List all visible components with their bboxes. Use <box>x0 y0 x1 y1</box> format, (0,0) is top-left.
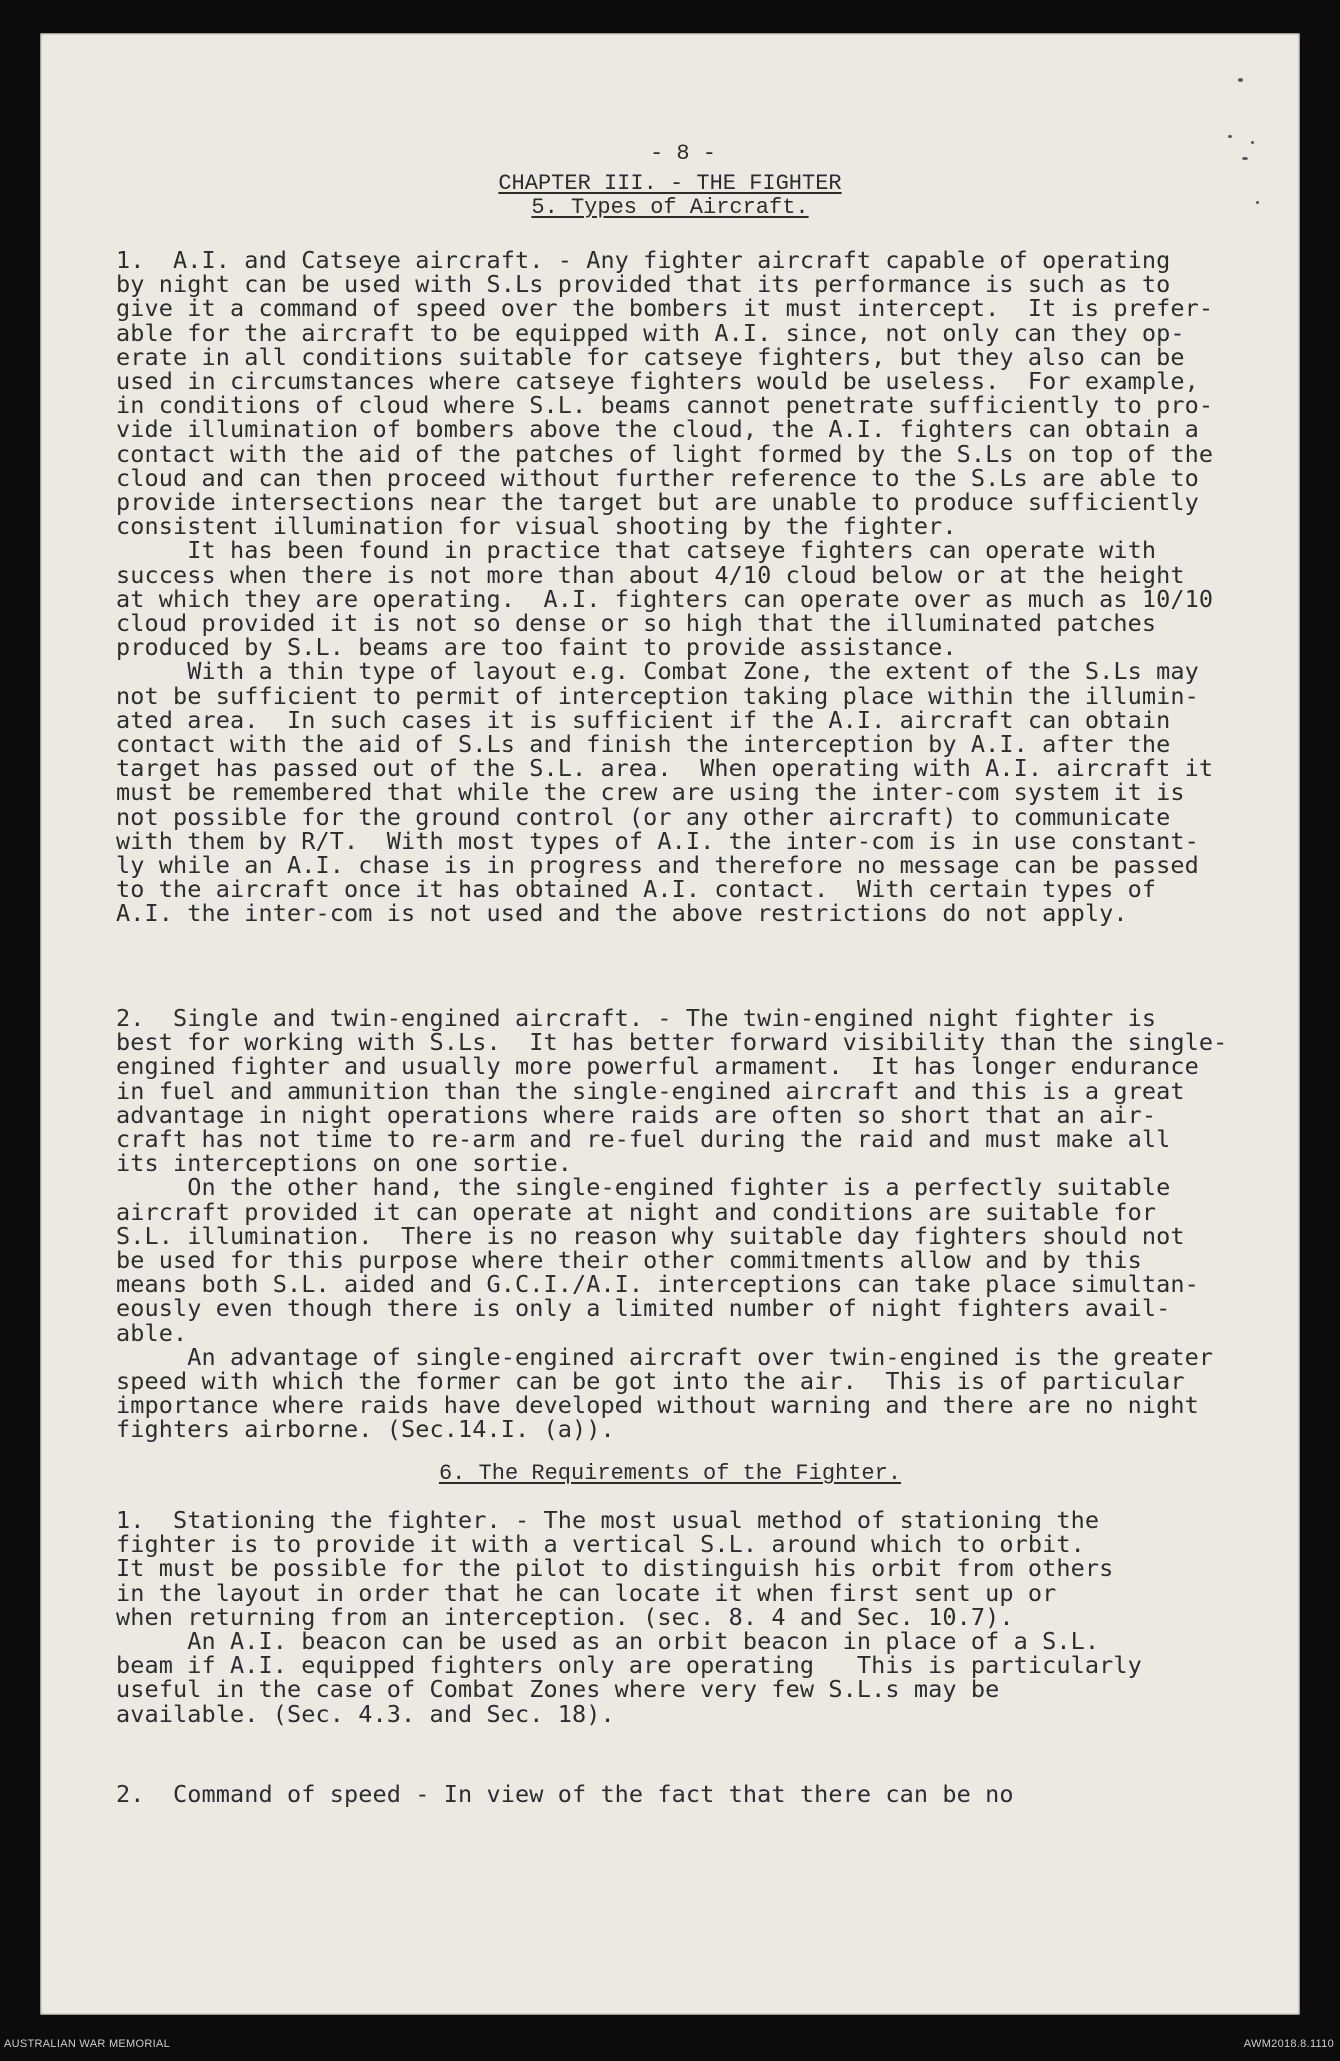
section-title: 5. Types of Aircraft. <box>531 195 809 220</box>
footer-item-id: AWM2018.8.1110 <box>1243 2038 1334 2050</box>
document-page <box>40 33 1300 2015</box>
ink-speck <box>1228 135 1232 138</box>
paragraph-command-of-speed: 2. Command of speed - In view of the fact that there can be no <box>116 1780 1014 1808</box>
page-number: - 8 - <box>650 141 717 166</box>
ink-speck <box>1242 157 1248 160</box>
ink-speck <box>1256 201 1259 204</box>
chapter-title: CHAPTER III. - THE FIGHTER <box>498 171 842 196</box>
ink-speck <box>1251 141 1254 144</box>
section-title: 6. The Requirements of the Fighter. <box>438 1461 902 1486</box>
paragraph-single-twin-engined: 2. Single and twin-engined aircraft. - The twin-engined night fighter is best for working with S.Ls. It has better forward visibility than the single- engined fighter and usually more powerful armament. It has longer endurance in fuel and ammunition than the single-engined aircraft and this is a great advantage in night operations where raids are often so short that an air- craft has not time to re-arm and re-fuel during the raid and must make all its interceptions on one sortie. On the other hand, the single-engined fighter is a perfectly suitable aircraft provided it can operate at night and conditions are suitable for S.L. illumination. There is no reason why suitable day fighters should not be used for this purpose where their other commitments allow and by this means both S.L. aided and G.C.I./A.I. interceptions can take place simultan- eously even though there is only a limited number of night fighters avail- able. An advantage of single-engined aircraft over twin-engined is the greater speed with which the former can be got into the air. This is of particular importance where raids have developed without warning and there are no night fighters airborne. (Sec.14.I. (a)). <box>116 1004 1228 1444</box>
ink-speck <box>1238 78 1243 82</box>
paragraph-stationing-fighter: 1. Stationing the fighter. - The most usual method of stationing the fighter is to provide it with a vertical S.L. around which to orbit. It must be possible for the pilot to distinguish his orbit from others in the layout in order that he can locate it when first sent up or when returning from an interception. (sec. 8. 4 and Sec. 10.7). An A.I. beacon can be used as an orbit beacon in place of a S.L. beam if A.I. equipped fighters only are operating This is particularly useful in the case of Combat Zones where very few S.L.s may be available. (Sec. 4.3. and Sec. 18). <box>116 1506 1142 1728</box>
footer-archive-name: AUSTRALIAN WAR MEMORIAL <box>4 2038 171 2050</box>
paragraph-catseye-aircraft: 1. A.I. and Catseye aircraft. - Any fighter aircraft capable of operating by night can be used with S.Ls provided that its performance is such as to give it a command of speed over the bombers it must intercept. It is prefer- able for the aircraft to be equipped with A.I. since, not only can they op- erate in all conditions suitable for catseye fighters, but they also can be used in circumstances where catseye fighters would be useless. For example, in conditions of cloud where S.L. beams cannot penetrate sufficiently to pro- vide illumination of bombers above the cloud, the A.I. fighters can obtain a contact with the aid of the patches of light formed by the S.Ls on top of the cloud and can then proceed without further reference to the S.Ls are able to provide intersections near the target but are unable to produce sufficiently consistent illumination for visual shooting by the fighter. It has been found in practice that catseye fighters can operate with success when there is not more than about 4/10 cloud below or at the height at which they are operating. A.I. fighters can operate over as much as 10/10 cloud provided it is not so dense or so high that the illuminated patches produced by S.L. beams are too faint to provide assistance. With a thin type of layout e.g. Combat Zone, the extent of the S.Ls may not be sufficient to permit of interception taking place within the illumin- ated area. In such cases it is sufficient if the A.I. aircraft can obtain contact with the aid of S.Ls and finish the interception by A.I. after the target has passed out of the S.L. area. When operating with A.I. aircraft it must be remembered that while the crew are using the inter-com system it is not possible for the ground control (or any other aircraft) to communicate with them by R/T. With most types of A.I. the inter-com is in use constant- ly while an A.I. chase is in progress and therefore no message can be passed to the aircraft once it has obtained A.I. contact. With certain types of A.I. the inter-com is not used and the above restrictions do not apply. <box>116 246 1214 928</box>
